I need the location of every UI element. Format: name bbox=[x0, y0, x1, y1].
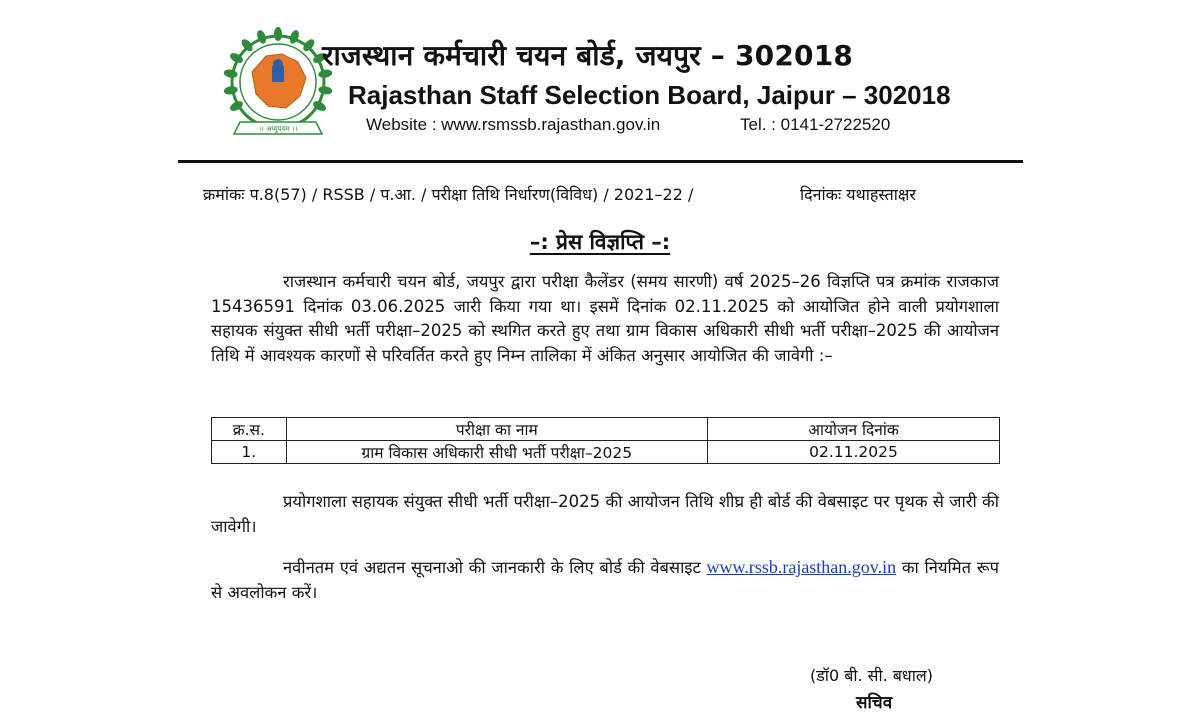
board-title-hindi: राजस्थान कर्मचारी चयन बोर्ड, जयपुर – 302018 bbox=[322, 39, 854, 72]
rssb-emblem-icon bbox=[222, 26, 334, 144]
table-header-cell: आयोजन दिनांक bbox=[707, 418, 999, 441]
signatory-title: सचिव bbox=[856, 693, 893, 713]
signatory-name: (डॉ0 बी. सी. बधाल) bbox=[810, 666, 934, 685]
header-divider bbox=[178, 160, 1023, 163]
reference-date: दिनांकः यथाहस्ताक्षर bbox=[800, 185, 916, 204]
table-header-cell: क्र.स. bbox=[212, 418, 287, 441]
body-paragraph-2-text: प्रयोगशाला सहायक संयुक्त सीधी भर्ती परीक्षा–2025 की आयोजन तिथि शीघ्र ही बोर्ड की वेबसाइट पर पृथक से जारी की जावेगी। bbox=[211, 492, 999, 536]
board-title-english: Rajasthan Staff Selection Board, Jaipur – 302018 bbox=[348, 80, 951, 110]
press-release-heading bbox=[0, 228, 1200, 256]
body-paragraph-3-suffix: का नियमित रूप से अवलोकन करें। bbox=[211, 558, 999, 602]
website-text: Website : www.rsmssb.rajasthan.gov.in bbox=[366, 115, 661, 134]
emblem-ribbon-text: ।। अप्युपयम ।। bbox=[258, 125, 298, 133]
body-paragraph-3 bbox=[211, 555, 999, 605]
body-paragraph-3-text: नवीनतम एवं अद्यतन सूचनाओ की जानकारी के लिए बोर्ड की वेबसाइट bbox=[283, 558, 701, 577]
table-cell: 02.11.2025 bbox=[707, 441, 999, 464]
table-cell: ग्राम विकास अधिकारी सीधी भर्ती परीक्षा–2025 bbox=[286, 441, 707, 464]
telephone-text: Tel. : 0141-2722520 bbox=[740, 115, 891, 134]
press-release-heading-text: –: प्रेस विज्ञप्ति –: bbox=[529, 230, 671, 254]
body-paragraph-2 bbox=[211, 490, 999, 539]
table-header-row bbox=[212, 418, 1000, 441]
table-row bbox=[212, 441, 1000, 464]
exam-schedule-table bbox=[211, 417, 1000, 464]
table-header-cell: परीक्षा का नाम bbox=[286, 418, 707, 441]
reference-number: क्रमांकः प.8(57) / RSSB / प.आ. / परीक्षा तिथि निर्धारण(विविध) / 2021–22 / bbox=[203, 185, 694, 204]
table-cell: 1. bbox=[212, 441, 287, 464]
website-link[interactable]: www.rssb.rajasthan.gov.in bbox=[706, 557, 897, 577]
body-paragraph-1 bbox=[211, 270, 999, 368]
body-paragraph-1-text: राजस्थान कर्मचारी चयन बोर्ड, जयपुर द्वारा परीक्षा कैलेंडर (समय सारणी) वर्ष 2025–26 विज्ञप्ति पत्र क्रमांक राजकाज 15436591 दिनांक 03.06.2025 जारी किया गया था। इसमें दिनांक 02.11.2025 को आयोजित होने वाली प्रयोगशाला सहायक संयुक्त सीधी भर्ती परीक्षा–2025 को स्थगित करते हुए तथा ग्राम विकास अधिकारी सीधी भर्ती परीक्षा–2025 की आयोजन तिथि में आवश्यक कारणों से परिवर्तित करते हुए निम्न तालिका में अंकित अनुसार आयोजित की जावेगी :– bbox=[211, 272, 999, 365]
